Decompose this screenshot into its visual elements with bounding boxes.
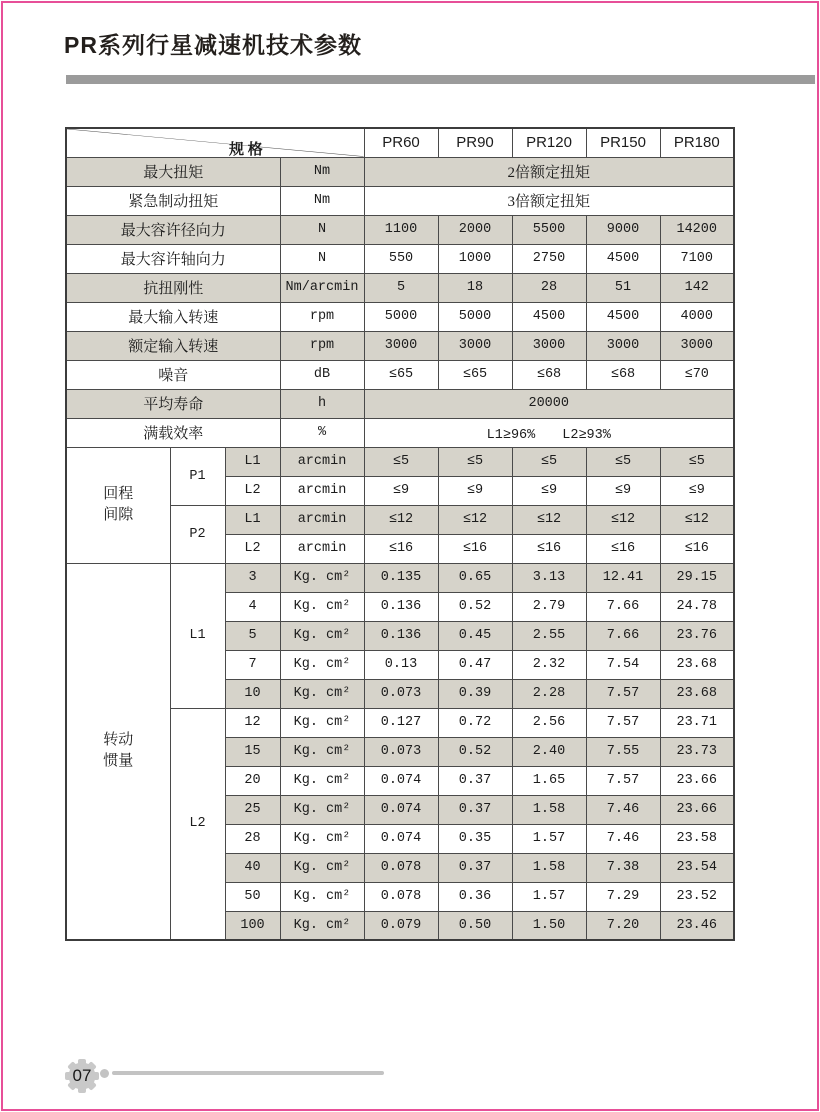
value-cell: ≤16 bbox=[660, 534, 734, 563]
value-cell: 3000 bbox=[364, 331, 438, 360]
value-cell: 0.35 bbox=[438, 824, 512, 853]
value-cell: 5000 bbox=[364, 302, 438, 331]
value-cell: 29.15 bbox=[660, 563, 734, 592]
value-cell: 1.50 bbox=[512, 911, 586, 940]
value-cell: 0.073 bbox=[364, 737, 438, 766]
ratio-cell: 3 bbox=[225, 563, 280, 592]
value-cell: 51 bbox=[586, 273, 660, 302]
value-cell: 7.20 bbox=[586, 911, 660, 940]
value-cell: 0.136 bbox=[364, 592, 438, 621]
l-type-cell: L2 bbox=[170, 708, 225, 940]
ratio-cell: 100 bbox=[225, 911, 280, 940]
ratio-cell: 20 bbox=[225, 766, 280, 795]
table-header-row bbox=[66, 128, 734, 157]
value-cell: ≤9 bbox=[512, 476, 586, 505]
table-row bbox=[66, 273, 734, 302]
value-cell: 0.074 bbox=[364, 795, 438, 824]
unit-cell: Kg. cm² bbox=[280, 650, 364, 679]
ratio-cell: 12 bbox=[225, 708, 280, 737]
merged-value-cell: 20000 bbox=[364, 389, 734, 418]
value-cell: 3.13 bbox=[512, 563, 586, 592]
unit-cell: Kg. cm² bbox=[280, 911, 364, 940]
unit-cell: dB bbox=[280, 360, 364, 389]
value-cell: 24.78 bbox=[660, 592, 734, 621]
param-label-cell: 最大输入转速 bbox=[66, 302, 280, 331]
merged-value-cell: L1≥96% L2≥93% bbox=[364, 418, 734, 447]
value-cell: 7.57 bbox=[586, 708, 660, 737]
l-type-cell: L1 bbox=[225, 505, 280, 534]
table-row bbox=[66, 302, 734, 331]
param-label-cell: 额定输入转速 bbox=[66, 331, 280, 360]
param-label-cell: 噪音 bbox=[66, 360, 280, 389]
value-cell: 23.46 bbox=[660, 911, 734, 940]
value-cell: ≤70 bbox=[660, 360, 734, 389]
value-cell: 0.074 bbox=[364, 824, 438, 853]
unit-cell: Kg. cm² bbox=[280, 621, 364, 650]
inertia-group-label-cell: 转动 惯量 bbox=[66, 563, 170, 940]
value-cell: ≤12 bbox=[438, 505, 512, 534]
ratio-cell: 40 bbox=[225, 853, 280, 882]
value-cell: 2.32 bbox=[512, 650, 586, 679]
value-cell: 7.57 bbox=[586, 766, 660, 795]
value-cell: 0.36 bbox=[438, 882, 512, 911]
header-spec-label: 规 格 bbox=[229, 142, 263, 157]
footer-dot bbox=[100, 1069, 109, 1078]
value-cell: ≤9 bbox=[438, 476, 512, 505]
value-cell: 3000 bbox=[512, 331, 586, 360]
backlash-group-label-cell: 回程 间隙 bbox=[66, 447, 170, 563]
diagonal-line bbox=[67, 129, 364, 157]
unit-cell: Nm/arcmin bbox=[280, 273, 364, 302]
value-cell: 0.45 bbox=[438, 621, 512, 650]
unit-cell: Nm bbox=[280, 186, 364, 215]
value-cell: 23.54 bbox=[660, 853, 734, 882]
value-cell: 0.72 bbox=[438, 708, 512, 737]
value-cell: 18 bbox=[438, 273, 512, 302]
ratio-cell: 15 bbox=[225, 737, 280, 766]
param-label-cell: 紧急制动扭矩 bbox=[66, 186, 280, 215]
value-cell: 28 bbox=[512, 273, 586, 302]
value-cell: 1.58 bbox=[512, 853, 586, 882]
value-cell: ≤9 bbox=[660, 476, 734, 505]
value-cell: 3000 bbox=[438, 331, 512, 360]
value-cell: ≤5 bbox=[512, 447, 586, 476]
l-type-cell: L1 bbox=[225, 447, 280, 476]
value-cell: ≤12 bbox=[512, 505, 586, 534]
unit-cell: arcmin bbox=[280, 476, 364, 505]
value-cell: 0.47 bbox=[438, 650, 512, 679]
table-row bbox=[66, 389, 734, 418]
value-cell: 7100 bbox=[660, 244, 734, 273]
column-header-pr180: PR180 bbox=[660, 128, 734, 157]
unit-cell: arcmin bbox=[280, 447, 364, 476]
value-cell: 5000 bbox=[438, 302, 512, 331]
value-cell: 23.52 bbox=[660, 882, 734, 911]
unit-cell: Kg. cm² bbox=[280, 737, 364, 766]
unit-cell: rpm bbox=[280, 302, 364, 331]
value-cell: 0.37 bbox=[438, 766, 512, 795]
merged-value-cell: 2倍额定扭矩 bbox=[364, 157, 734, 186]
value-cell: 2.28 bbox=[512, 679, 586, 708]
value-cell: 2750 bbox=[512, 244, 586, 273]
value-cell: ≤5 bbox=[438, 447, 512, 476]
value-cell: 0.136 bbox=[364, 621, 438, 650]
value-cell: ≤16 bbox=[364, 534, 438, 563]
column-header-pr90: PR90 bbox=[438, 128, 512, 157]
value-cell: 7.38 bbox=[586, 853, 660, 882]
ratio-cell: 10 bbox=[225, 679, 280, 708]
table-row bbox=[66, 418, 734, 447]
value-cell: ≤65 bbox=[364, 360, 438, 389]
l-type-cell: L2 bbox=[225, 534, 280, 563]
value-cell: 7.54 bbox=[586, 650, 660, 679]
value-cell: 0.52 bbox=[438, 737, 512, 766]
unit-cell: Kg. cm² bbox=[280, 853, 364, 882]
value-cell: 2.56 bbox=[512, 708, 586, 737]
footer-rule bbox=[112, 1071, 384, 1075]
unit-cell: arcmin bbox=[280, 534, 364, 563]
value-cell: ≤5 bbox=[586, 447, 660, 476]
unit-cell: Kg. cm² bbox=[280, 563, 364, 592]
unit-cell: Kg. cm² bbox=[280, 766, 364, 795]
value-cell: 0.074 bbox=[364, 766, 438, 795]
value-cell: 7.57 bbox=[586, 679, 660, 708]
param-label-cell: 最大容许径向力 bbox=[66, 215, 280, 244]
unit-cell: N bbox=[280, 215, 364, 244]
l-type-cell: L2 bbox=[225, 476, 280, 505]
value-cell: 12.41 bbox=[586, 563, 660, 592]
value-cell: 0.073 bbox=[364, 679, 438, 708]
value-cell: ≤16 bbox=[438, 534, 512, 563]
value-cell: 23.68 bbox=[660, 650, 734, 679]
value-cell: ≤16 bbox=[512, 534, 586, 563]
value-cell: ≤68 bbox=[512, 360, 586, 389]
value-cell: 0.50 bbox=[438, 911, 512, 940]
value-cell: 142 bbox=[660, 273, 734, 302]
value-cell: 5 bbox=[364, 273, 438, 302]
value-cell: 7.66 bbox=[586, 592, 660, 621]
value-cell: ≤12 bbox=[660, 505, 734, 534]
table-row bbox=[66, 244, 734, 273]
value-cell: ≤12 bbox=[586, 505, 660, 534]
column-header-pr60: PR60 bbox=[364, 128, 438, 157]
param-label-cell: 最大容许轴向力 bbox=[66, 244, 280, 273]
merged-value-cell: 3倍额定扭矩 bbox=[364, 186, 734, 215]
value-cell: 7.55 bbox=[586, 737, 660, 766]
unit-cell: arcmin bbox=[280, 505, 364, 534]
ratio-cell: 25 bbox=[225, 795, 280, 824]
table-row bbox=[66, 186, 734, 215]
value-cell: 9000 bbox=[586, 215, 660, 244]
ratio-cell: 4 bbox=[225, 592, 280, 621]
table-row bbox=[66, 360, 734, 389]
value-cell: 0.37 bbox=[438, 853, 512, 882]
p-class-cell: P1 bbox=[170, 447, 225, 505]
value-cell: 4500 bbox=[586, 244, 660, 273]
value-cell: ≤68 bbox=[586, 360, 660, 389]
unit-cell: rpm bbox=[280, 331, 364, 360]
value-cell: 2.40 bbox=[512, 737, 586, 766]
unit-cell: Kg. cm² bbox=[280, 824, 364, 853]
column-header-pr150: PR150 bbox=[586, 128, 660, 157]
value-cell: 23.66 bbox=[660, 795, 734, 824]
value-cell: 0.135 bbox=[364, 563, 438, 592]
l-type-cell: L1 bbox=[170, 563, 225, 708]
table-row bbox=[66, 157, 734, 186]
title-underline-bar bbox=[66, 75, 815, 84]
param-label-cell: 最大扭矩 bbox=[66, 157, 280, 186]
unit-cell: h bbox=[280, 389, 364, 418]
spec-table bbox=[65, 127, 735, 941]
value-cell: 0.127 bbox=[364, 708, 438, 737]
unit-cell: Kg. cm² bbox=[280, 592, 364, 621]
value-cell: ≤16 bbox=[586, 534, 660, 563]
unit-cell: Nm bbox=[280, 157, 364, 186]
value-cell: 23.73 bbox=[660, 737, 734, 766]
value-cell: 1000 bbox=[438, 244, 512, 273]
unit-cell: Kg. cm² bbox=[280, 795, 364, 824]
unit-cell: Kg. cm² bbox=[280, 679, 364, 708]
page-title: PR系列行星减速机技术参数 bbox=[64, 32, 362, 58]
table-row bbox=[66, 447, 734, 476]
value-cell: 7.46 bbox=[586, 795, 660, 824]
unit-cell: % bbox=[280, 418, 364, 447]
diagonal-header-cell bbox=[66, 128, 364, 157]
value-cell: 1.58 bbox=[512, 795, 586, 824]
value-cell: ≤5 bbox=[660, 447, 734, 476]
value-cell: 23.76 bbox=[660, 621, 734, 650]
value-cell: 5500 bbox=[512, 215, 586, 244]
value-cell: 1.57 bbox=[512, 882, 586, 911]
value-cell: 1.57 bbox=[512, 824, 586, 853]
value-cell: 0.39 bbox=[438, 679, 512, 708]
ratio-cell: 5 bbox=[225, 621, 280, 650]
value-cell: 0.078 bbox=[364, 882, 438, 911]
unit-cell: Kg. cm² bbox=[280, 882, 364, 911]
p-class-cell: P2 bbox=[170, 505, 225, 563]
value-cell: 3000 bbox=[586, 331, 660, 360]
ratio-cell: 50 bbox=[225, 882, 280, 911]
value-cell: ≤9 bbox=[364, 476, 438, 505]
page-number: 07 bbox=[72, 1066, 92, 1085]
value-cell: 0.65 bbox=[438, 563, 512, 592]
value-cell: 23.71 bbox=[660, 708, 734, 737]
table-row bbox=[66, 215, 734, 244]
value-cell: ≤9 bbox=[586, 476, 660, 505]
value-cell: 1100 bbox=[364, 215, 438, 244]
value-cell: 550 bbox=[364, 244, 438, 273]
value-cell: 7.29 bbox=[586, 882, 660, 911]
value-cell: ≤5 bbox=[364, 447, 438, 476]
value-cell: 23.68 bbox=[660, 679, 734, 708]
value-cell: 3000 bbox=[660, 331, 734, 360]
value-cell: 0.52 bbox=[438, 592, 512, 621]
value-cell: 7.66 bbox=[586, 621, 660, 650]
table-row bbox=[66, 563, 734, 592]
value-cell: 2.55 bbox=[512, 621, 586, 650]
value-cell: 2.79 bbox=[512, 592, 586, 621]
value-cell: 0.13 bbox=[364, 650, 438, 679]
value-cell: 14200 bbox=[660, 215, 734, 244]
value-cell: 0.079 bbox=[364, 911, 438, 940]
unit-cell: Kg. cm² bbox=[280, 708, 364, 737]
value-cell: 0.078 bbox=[364, 853, 438, 882]
value-cell: 4500 bbox=[512, 302, 586, 331]
param-label-cell: 满载效率 bbox=[66, 418, 280, 447]
value-cell: 1.65 bbox=[512, 766, 586, 795]
value-cell: 0.37 bbox=[438, 795, 512, 824]
unit-cell: N bbox=[280, 244, 364, 273]
value-cell: 4000 bbox=[660, 302, 734, 331]
value-cell: 4500 bbox=[586, 302, 660, 331]
table-row bbox=[66, 331, 734, 360]
value-cell: 7.46 bbox=[586, 824, 660, 853]
value-cell: ≤65 bbox=[438, 360, 512, 389]
column-header-pr120: PR120 bbox=[512, 128, 586, 157]
value-cell: 23.66 bbox=[660, 766, 734, 795]
ratio-cell: 7 bbox=[225, 650, 280, 679]
param-label-cell: 平均寿命 bbox=[66, 389, 280, 418]
value-cell: 23.58 bbox=[660, 824, 734, 853]
ratio-cell: 28 bbox=[225, 824, 280, 853]
param-label-cell: 抗扭刚性 bbox=[66, 273, 280, 302]
value-cell: 2000 bbox=[438, 215, 512, 244]
value-cell: ≤12 bbox=[364, 505, 438, 534]
